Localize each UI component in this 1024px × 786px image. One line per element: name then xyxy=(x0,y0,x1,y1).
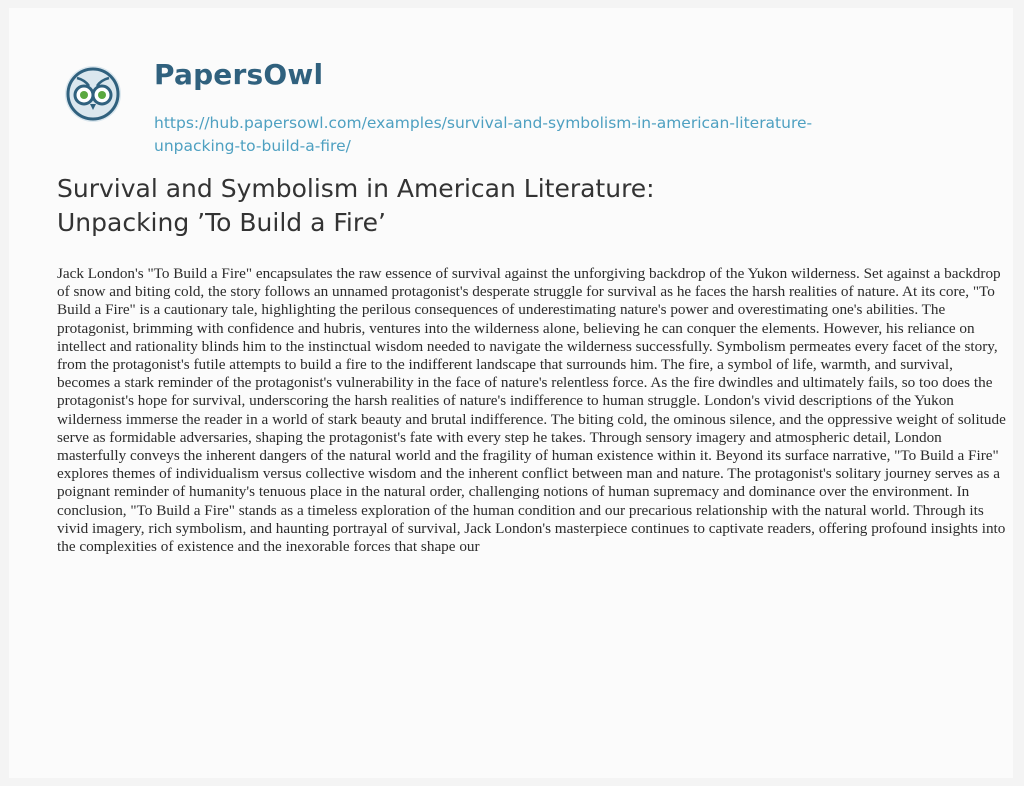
article-title-line-2: Unpacking ’To Build a Fire’ xyxy=(57,208,386,237)
article-body: Jack London's "To Build a Fire" encapsulates the raw essence of survival against the unforgiving backdrop of the Yukon wilderness. Set against a backdrop of snow and biting cold, the story follows an unnamed protagonist's desperate struggle for survival as he faces the harsh realities of nature. At its core, "To Build a Fire" is a cautionary tale, highlighting the perilous consequences of underestimating nature's power and overestimating one's abilities. The protagonist, brimming with confidence and hubris, ventures into the wilderness alone, believing he can conquer the elements. However, his reliance on intellect and rationality blinds him to the instinctual wisdom needed to navigate the wilderness successfully. Symbolism permeates every facet of the story, from the protagonist's futile attempts to build a fire to the indifferent landscape that surrounds him. The fire, a symbol of life, warmth, and survival, becomes a stark reminder of the protagonist's vulnerability in the face of nature's relentless force. As the fire dwindles and ultimately fails, so too does the protagonist's hope for survival, underscoring the harsh realities of nature's indifference to human struggle. London's vivid descriptions of the Yukon wilderness immerse the reader in a world of stark beauty and brutal indifference. The biting cold, the ominous silence, and the oppressive weight of solitude serve as formidable adversaries, shaping the protagonist's fate with every step he takes. Through sensory imagery and atmospheric detail, London masterfully conveys the inherent dangers of the natural world and the fragility of human existence within it. Beyond its surface narrative, "To Build a Fire" explores themes of individualism versus collective wisdom and the inherent conflict between man and nature. The protagonist's solitary journey serves as a poignant reminder of humanity's tenuous place in the natural order, challenging notions of human supremacy and dominance over the environment. In conclusion, "To Build a Fire" stands as a timeless exploration of the human condition and our precarious relationship with the natural world. Through its vivid imagery, rich symbolism, and haunting portrayal of survival, Jack London's masterpiece continues to captivate readers, offering profound insights into the complexities of existence and the inexorable forces that shape our xyxy=(57,265,1006,556)
article-title xyxy=(57,172,957,240)
brand-name[interactable]: PapersOwl xyxy=(154,58,324,91)
header xyxy=(49,28,1009,168)
document-page xyxy=(9,8,1013,778)
source-url[interactable] xyxy=(154,112,934,158)
source-url-line-2[interactable]: unpacking-to-build-a-fire/ xyxy=(154,137,351,155)
source-url-line-1[interactable]: https://hub.papersowl.com/examples/survival-and-symbolism-in-american-literature- xyxy=(154,114,813,132)
owl-icon xyxy=(63,64,123,124)
article-title-line-1: Survival and Symbolism in American Literature: xyxy=(57,174,655,203)
